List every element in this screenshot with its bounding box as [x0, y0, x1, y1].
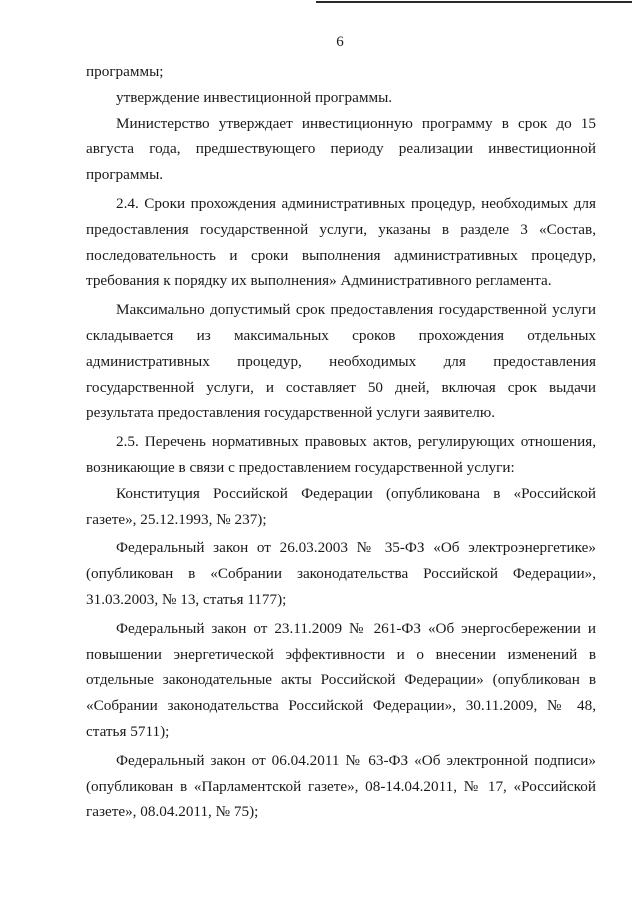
paragraph-constitution: Конституция Российской Федерации (опубликована в «Российской газете», 25.12.1993, № 237);	[86, 484, 596, 528]
paragraph-section-2-5: 2.5. Перечень нормативных правовых актов, регулирующих отношения, возникающие в связи с предоставлением государственной услуги:	[86, 433, 596, 476]
paragraph-approval: утверждение инвестиционной программы.	[116, 88, 393, 106]
paragraph-max-term: Максимально допустимый срок предоставления государственной услуги складывается из максимальных сроков прохождения отдельных административных процедур, необходимых для предоставления государственной услуги, и составляет 50 дней, включая срок выдачи результата предоставления государственной услуги заявителю.	[86, 301, 596, 422]
paragraph-law-261fz: Федеральный закон от 23.11.2009 № 261-ФЗ «Об энергосбережении и повышении энергетической эффективности и о внесении изменений в отдельные законодательные акты Российской Федерации» (опубликован в «Собрании законодательства Российской Федерации», 30.11.2009, № 48, статья 5711);	[86, 619, 596, 740]
paragraph-program-end: программы;	[86, 63, 164, 80]
document-body	[86, 59, 596, 825]
paragraph-ministry-deadline: Министерство утверждает инвестиционную программу в срок до 15 августа года, предшествующего периоду реализации инвестиционной программы.	[86, 114, 596, 184]
page-number: 6	[336, 34, 344, 50]
paragraph-section-2-4: 2.4. Сроки прохождения административных процедур, необходимых для предоставления государственной услуги, указаны в разделе 3 «Состав, последовательность и сроки выполнения административных процедур, требования к порядку их выполнения» Административного регламента.	[86, 194, 596, 290]
paragraph-law-35fz: Федеральный закон от 26.03.2003 № 35-ФЗ «Об электроэнергетике» (опубликован в «Собрании законодательства Российской Федерации», 31.03.2003, № 13, статья 1177);	[86, 539, 596, 608]
paragraph-law-63fz: Федеральный закон от 06.04.2011 № 63-ФЗ «Об электронной подписи» (опубликован в «Парламентской газете», 08-14.04.2011, № 17, «Российской газете», 08.04.2011, № 75);	[86, 751, 596, 821]
top-rule	[316, 1, 632, 3]
